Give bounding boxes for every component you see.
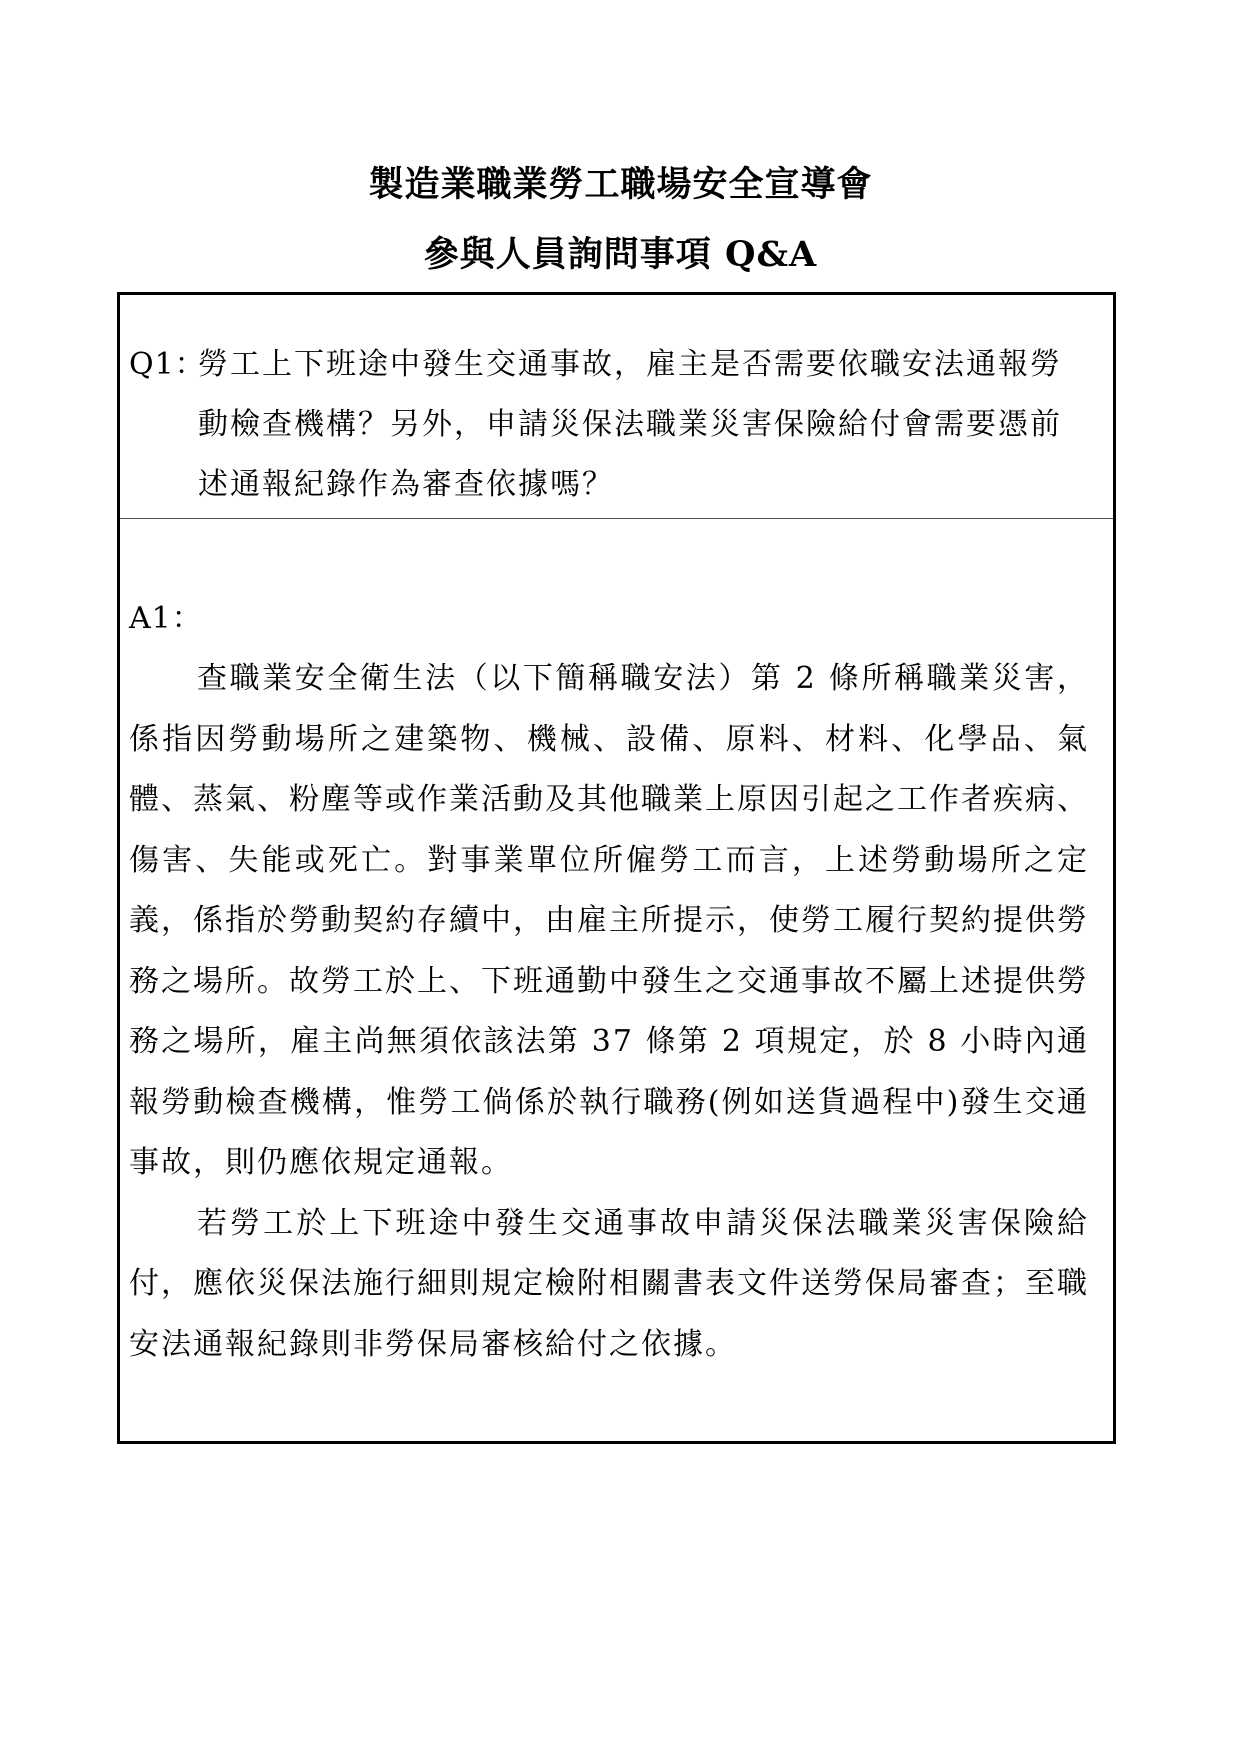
qa-table (117, 292, 1116, 1444)
answer-label: A1： (129, 601, 203, 636)
document-header (0, 150, 1241, 290)
question-cell (120, 295, 1113, 519)
document-subtitle: 參與人員詢問事項 Q&A (423, 234, 818, 275)
answer-cell (120, 519, 1113, 1441)
answer-body (129, 649, 1089, 1375)
answer-paragraph: 查職業安全衛生法（以下簡稱職安法）第 2 條所稱職業災害，係指因勞動場所之建築物、機械、設備、原料、材料、化學品、氣體、蒸氣、粉塵等或作業活動及其他職業上原因引起之工作者疾病、傷害、失能或死亡。對事業單位所僱勞工而言，上述勞動場所之定義，係指於勞動契約存續中，由雇主所提示，使勞工履行契約提供勞務之場所。故勞工於上、下班通勤中發生之交通事故不屬上述提供勞務之場所，雇主尚無須依該法第 37 條第 2 項規定，於 8 小時內通報勞動檢查機構，惟勞工倘係於執行職務(例如送貨過程中)發生交通事故，則仍應依規定通報。 (129, 661, 1089, 1180)
document-title: 製造業職業勞工職場安全宣導會 (368, 164, 873, 205)
answer-paragraph: 若勞工於上下班途中發生交通事故申請災保法職業災害保險給付，應依災保法施行細則規定檢附相關書表文件送勞保局審查；至職安法通報紀錄則非勞保局審核給付之依據。 (129, 1205, 1089, 1362)
question-label: Q1： (129, 347, 206, 382)
question-text: 勞工上下班途中發生交通事故，雇主是否需要依職安法通報勞動檢查機構？另外，申請災保法職業災害保險給付會需要憑前述通報紀錄作為審查依據嗎？ (198, 347, 1062, 502)
